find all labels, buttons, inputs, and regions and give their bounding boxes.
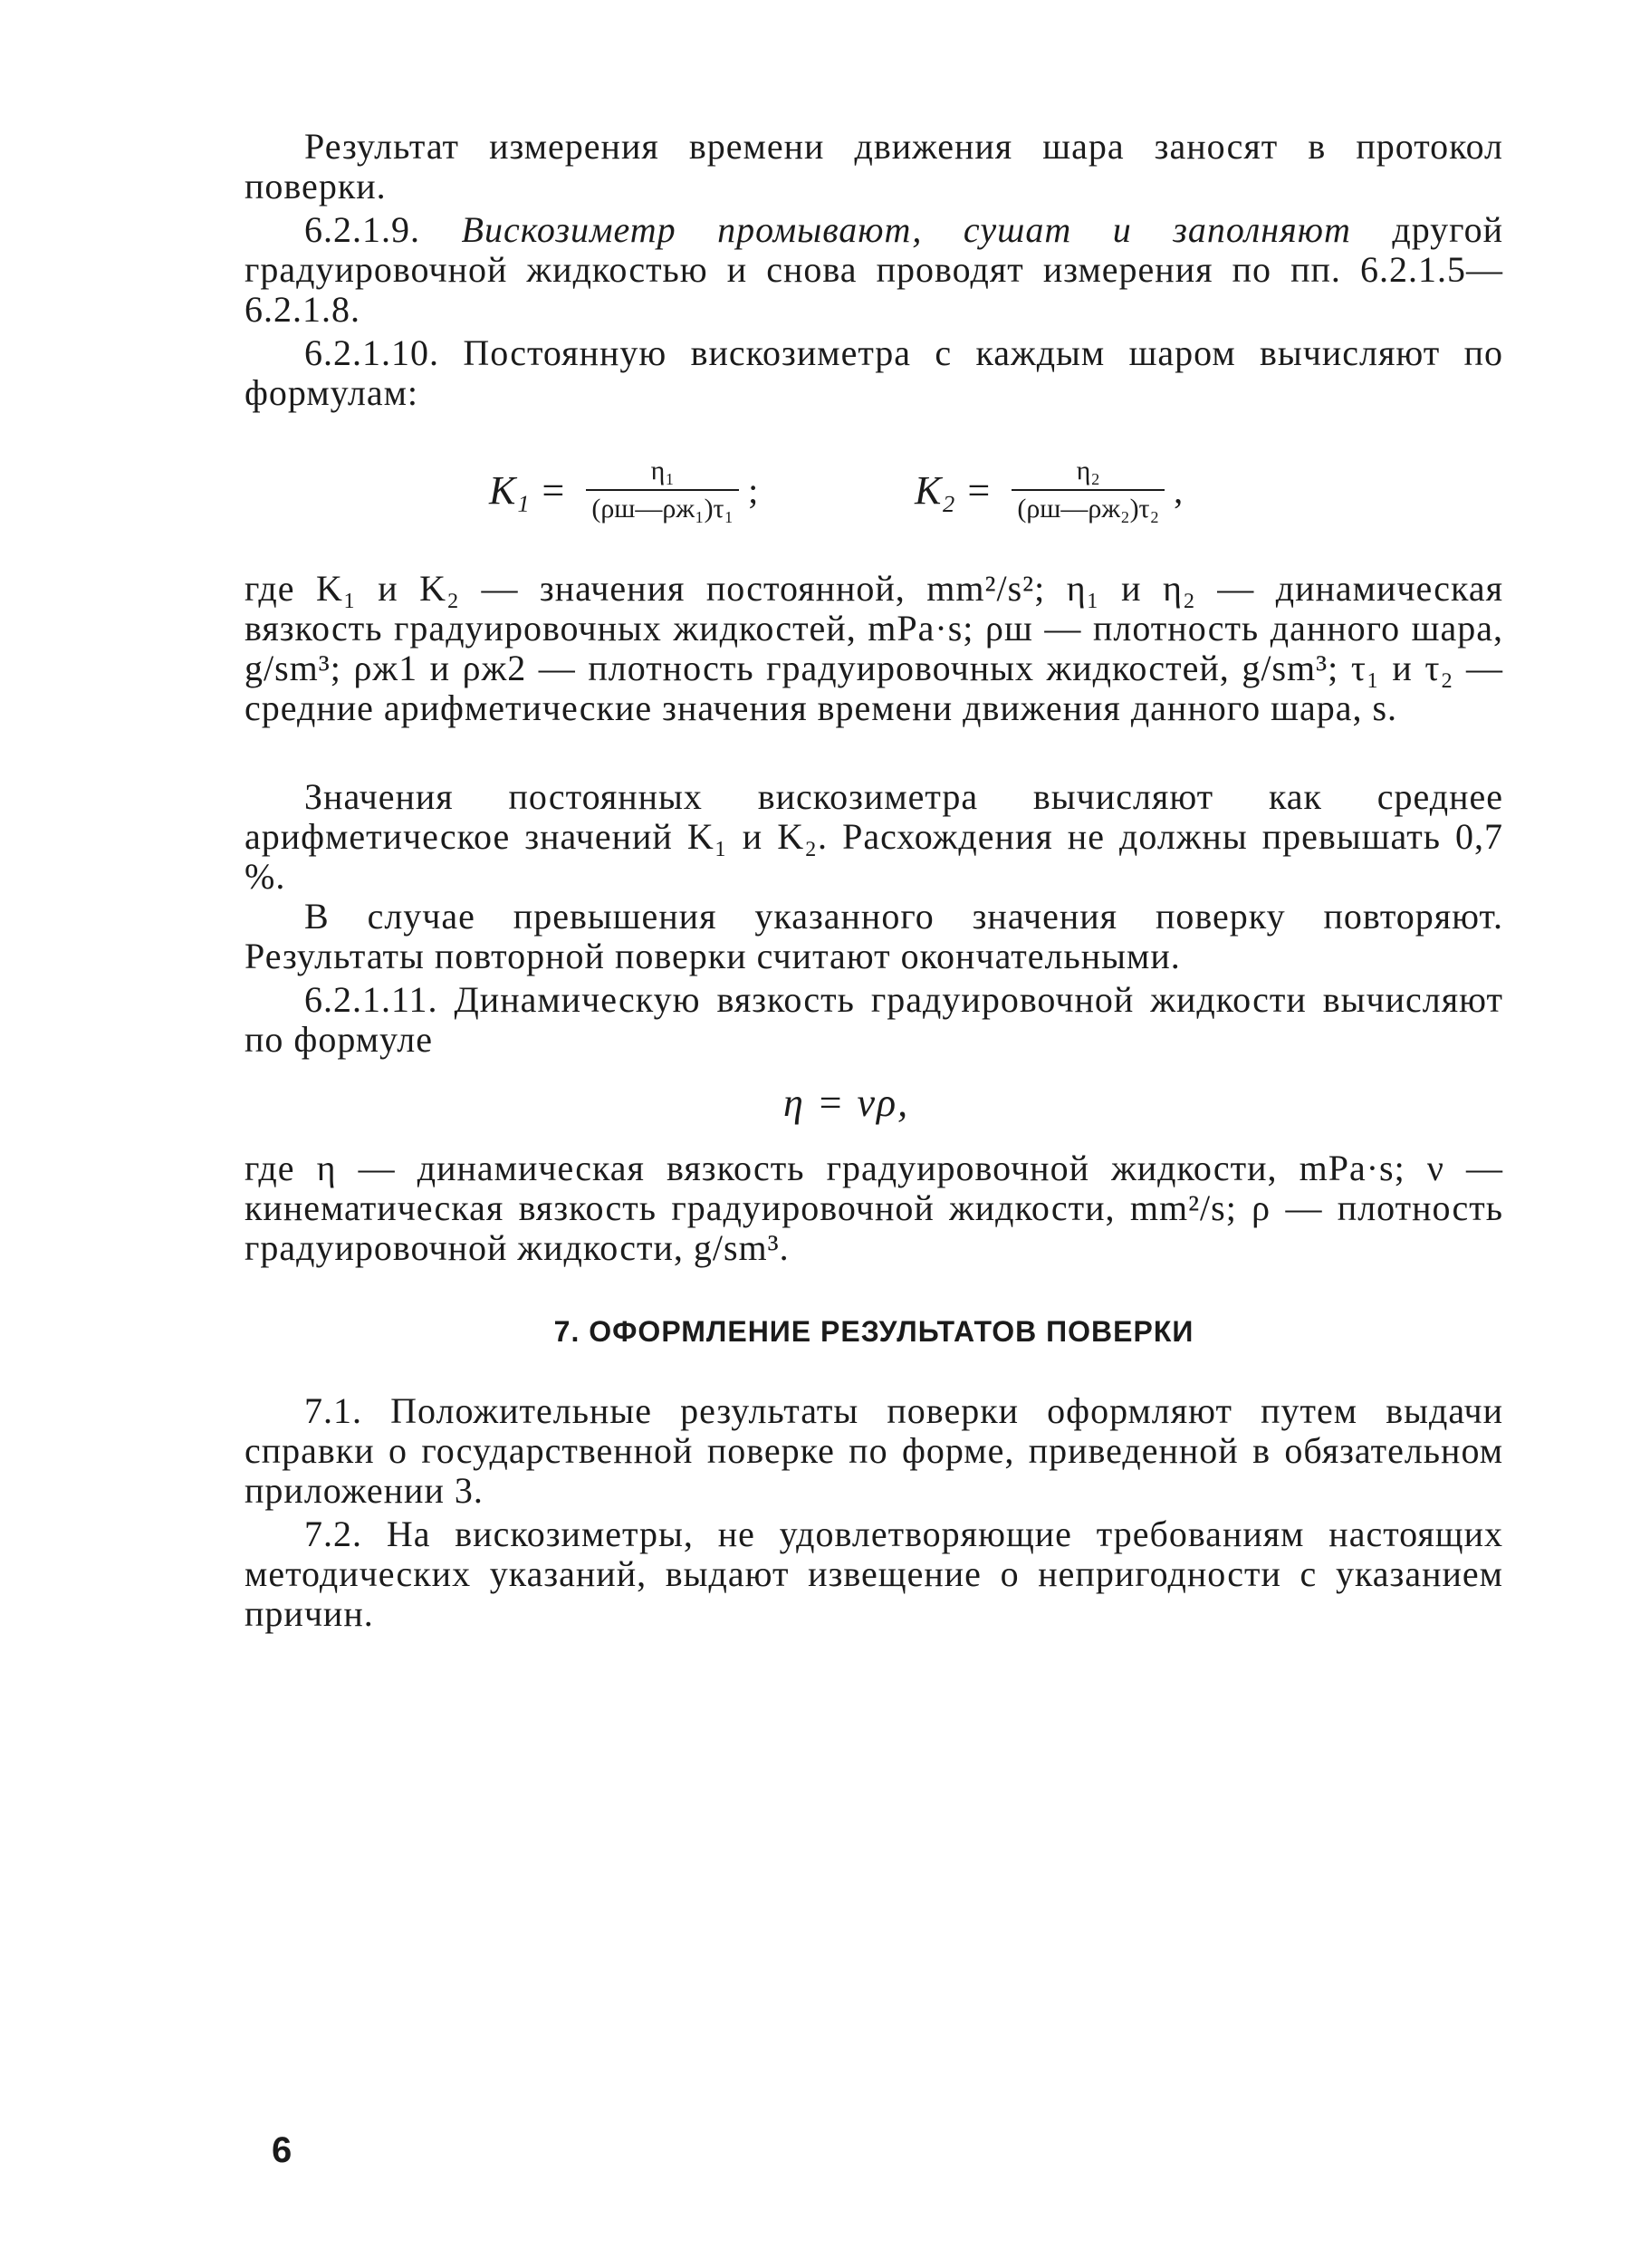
paragraph-repeat-verification: В случае превышения указанного значения поверку повторяют. Результаты повторной поверки считают окончательными. <box>245 896 1503 976</box>
formula-k2-denominator: (ρш—ρж₂)τ₂ <box>1017 494 1160 524</box>
formula-k1 <box>489 453 758 527</box>
paragraph-average-constants: Значения постоянных вискозиметра вычисляют как среднее арифметическое значений K₁ и K₂. Расхождения не должны превышать 0,7 %. <box>245 776 1503 897</box>
paragraph-rest: другой градуировочной жидкостью и снова проводят измерения по пп. 6.2.1.5—6.2.1.8. <box>245 209 1503 330</box>
paragraph-6-2-1-11: 6.2.1.11. Динамическую вязкость градуировочной жидкости вычисляют по формуле <box>245 979 1503 1060</box>
formula-k1-lhs: K₁ = <box>489 467 567 513</box>
formula-k1-fraction <box>586 453 739 527</box>
paragraph-6-2-1-10: 6.2.1.10. Постоянную вискозиметра с каждым шаром вычисляют по формулам: <box>245 332 1503 413</box>
formula-k2-lhs: K₂ = <box>915 467 993 513</box>
formula-k2-tail: , <box>1174 469 1184 511</box>
clause-number: 6.2.1.9. <box>304 209 420 250</box>
formula-k1-tail: ; <box>748 469 759 511</box>
paragraph-result-recording: Результат измерения времени движения шара заносят в протокол поверки. <box>245 126 1503 207</box>
paragraph-6-2-1-9 <box>245 210 1503 330</box>
paragraph-7-2: 7.2. На вискозиметры, не удовлетворяющие требованиям настоящих методических указаний, выдают извещение о непригодности с указанием причин. <box>245 1514 1503 1634</box>
formula-k1-numerator: η₁ <box>650 456 675 485</box>
equation-eta: η = νρ, <box>783 1081 910 1125</box>
paragraph-7-1: 7.1. Положительные результаты поверки оформляют путем выдачи справки о государственной поверке по форме, приведенной в обязательном приложении 3. <box>245 1390 1503 1511</box>
page-number: 6 <box>272 2130 293 2170</box>
section-7-heading: 7. ОФОРМЛЕНИЕ РЕЗУЛЬТАТОВ ПОВЕРКИ <box>553 1315 1194 1348</box>
formula-k2-numerator: η₂ <box>1076 456 1100 485</box>
italic-phrase: Вискозиметр промывают, сушат и заполняют <box>461 209 1351 250</box>
formula-k2-fraction <box>1012 453 1165 527</box>
paragraph-eta-definitions: где η — динамическая вязкость градуировочной жидкости, mPa·s; ν — кинематическая вязкость градуировочной жидкости, mm²/s; ρ — плотность градуировочной жидкости, g/sm³. <box>245 1148 1503 1268</box>
formula-k1-denominator: (ρш—ρж₁)τ₁ <box>591 494 734 524</box>
formula-k2 <box>915 453 1183 527</box>
paragraph-k-definitions: где K₁ и K₂ — значения постоянной, mm²/s²; η₁ и η₂ — динамическая вязкость градуировочных жидкостей, mPa·s; ρш — плотность данного шара, g/sm³; ρж1 и ρж2 — плотность градуировочных жидкостей, g/sm³; τ₁ и τ₂ — средние арифметические значения времени движения данного шара, s. <box>245 568 1503 728</box>
formula-row-k <box>489 453 1268 553</box>
